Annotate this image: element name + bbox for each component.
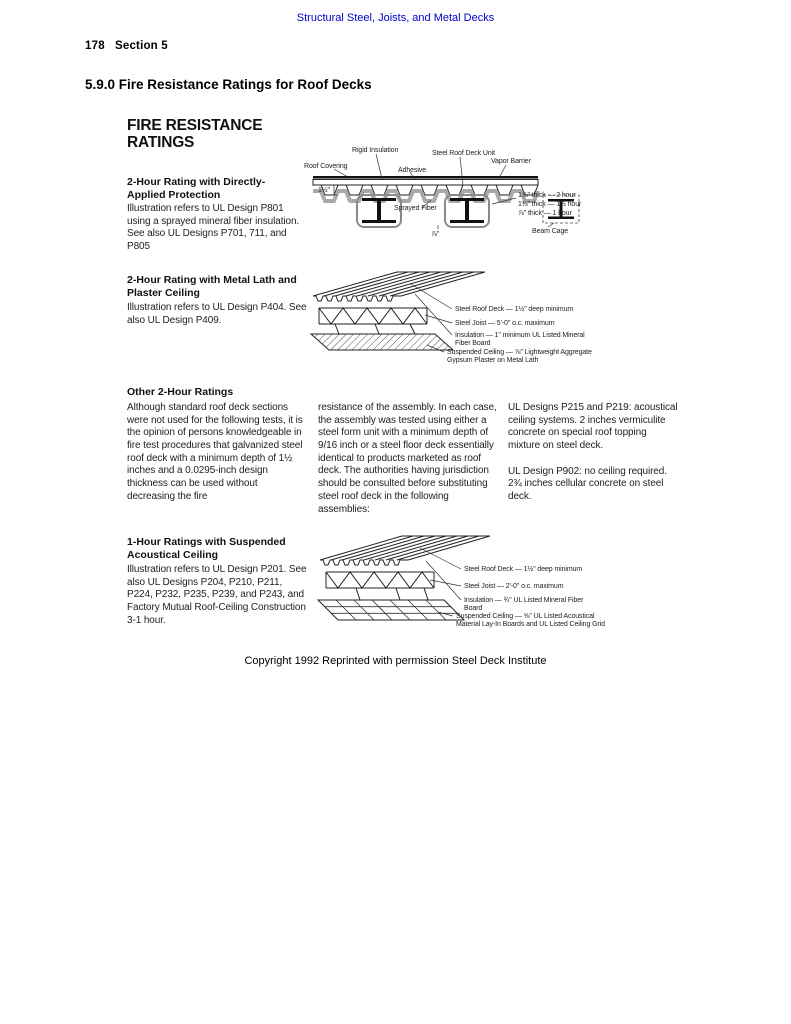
rating-heading-acoustical: 1-Hour Ratings with Suspended Acoustical Ceiling — [127, 536, 286, 561]
running-header-link[interactable]: Structural Steel, Joists, and Metal Decks — [296, 12, 495, 24]
diagram-rating-notes — [518, 192, 581, 219]
figure-copyright: Copyright 1992 Reprinted with permission Steel Deck Institute — [244, 655, 547, 667]
rating-note-1: 1⅞" thick — 2 hour — [518, 192, 576, 199]
diagram-label-sprayed-fiber: Sprayed Fiber — [394, 205, 437, 212]
figure-title — [127, 117, 262, 151]
ceiling-hangers — [335, 324, 415, 334]
figure-title-line2: RATINGS — [127, 134, 195, 152]
diagram-label-steel-joist: Steel Joist — 5'-0" o.c. maximum — [455, 320, 555, 327]
deck-front-corrugation — [313, 296, 401, 301]
other-ratings-heading: Other 2-Hour Ratings — [127, 386, 234, 398]
deck-front-corrugation — [320, 560, 408, 565]
page-number-section: 178 Section 5 — [85, 40, 168, 52]
joist-web — [319, 308, 427, 324]
diagram-suspended-acoustical-ceiling — [312, 528, 620, 644]
deck-ribs — [320, 536, 490, 560]
leader-lines — [420, 548, 461, 616]
ceiling-grid-lines — [325, 600, 458, 620]
diagram-label-rigid-insulation: Rigid Insulation — [352, 147, 399, 154]
figure-title-line1: FIRE RESISTANCE — [127, 117, 263, 134]
other-ratings-col3-para1: UL Designs P215 and P219: acoustical ceiling systems. 2 inches vermiculite concrete on special roof topping mixture on steel deck. — [508, 402, 678, 452]
diagram-label-steel-roof-deck-unit: Steel Roof Deck Unit — [432, 150, 495, 157]
diagram-directly-applied-protection — [298, 142, 588, 260]
diagram-label-suspended-ceiling: Suspended Ceiling — ⅞" Lightweight Aggregate Gypsum Plaster on Metal Lath — [447, 349, 592, 365]
rigid-insulation-layer — [313, 180, 538, 186]
ceiling-grid-panel — [318, 600, 464, 620]
diagram-label-suspended-ceiling: Suspended Ceiling — ⅝" UL Listed Acoustical Material Lay-In Boards and UL Listed Ceiling Grid — [456, 613, 605, 629]
rating-note-2: 1⅜" thick — 1½ hour — [518, 201, 582, 208]
diagram-label-roof-covering: Roof Covering — [304, 163, 348, 170]
diagram-label-insulation: Insulation — 1" minimum UL Listed Mineral Fiber Board — [455, 332, 585, 348]
rating-note-3: ⅞" thick — 1 hour — [518, 210, 572, 217]
diagram-metal-lath-plaster-ceiling — [305, 262, 607, 374]
diagram-label-steel-roof-deck: Steel Roof Deck — 1½" deep minimum — [464, 566, 583, 573]
hanger-wires — [356, 588, 428, 600]
section-title: 5.9.0 Fire Resistance Ratings for Roof Decks — [85, 77, 372, 92]
other-ratings-col3-para2: UL Design P902: no ceiling required. 2¾ inches cellular concrete on steel deck. — [508, 465, 667, 503]
diagram-dim-deck-depth: 1½" — [318, 187, 330, 194]
diagram-dim-fiber-thickness: ⅞" — [431, 231, 440, 238]
plaster-ceiling-slab — [311, 334, 453, 350]
diagram-label-steel-joist: Steel Joist — 2'-0" o.c. maximum — [464, 583, 564, 590]
rating-body-metal-lath: Illustration refers to UL Design P404. See also UL Design P409. — [127, 302, 307, 326]
joist-web — [326, 572, 434, 588]
deck-ribs — [313, 272, 485, 296]
rating-body-acoustical: Illustration refers to UL Design P201. See also UL Designs P204, P210, P211, P224, P232, P235, P239, and P243, and Factory Mutual Roof-Ceiling Construction 3-1 hour. — [127, 564, 307, 626]
rating-heading-directly-applied: 2-Hour Rating with Directly-Applied Protection — [127, 176, 266, 201]
other-ratings-column-2: resistance of the assembly. In each case, the assembly was tested using either a steel form unit with a minimum depth of 9/16 inch or a steel floor deck essentially identical to products marketed as roof deck. The authorities having jurisdiction should be consulted before substituting steel roof deck in the following assemblies: — [318, 402, 497, 515]
diagram-label-beam-cage: Beam Cage — [532, 228, 569, 235]
diagram-label-vapor-barrier: Vapor Barrier — [491, 158, 531, 165]
rating-heading-metal-lath: 2-Hour Rating with Metal Lath and Plaster Ceiling — [127, 274, 297, 299]
diagram-label-insulation: Insulation — ¾" UL Listed Mineral Fiber Board — [464, 597, 584, 613]
rating-body-directly-applied: Illustration refers to UL Design P801 using a sprayed mineral fiber insulation. See also UL Designs P701, 711, and P805 — [127, 203, 300, 253]
other-ratings-column-1: Although standard roof deck sections were not used for the following tests, it is the opinion of persons knowledgeable in fire test procedures that galvanized steel roof deck with a minimum depth of 1½ inches and a 0.0295-inch design thickness can be used without decreasing the fire — [127, 402, 303, 502]
diagram-label-adhesive: Adhesive — [398, 167, 426, 174]
other-ratings-column-3 — [508, 402, 680, 504]
diagram-label-steel-roof-deck: Steel Roof Deck — 1½" deep minimum — [455, 306, 574, 313]
sprayed-fiber-coating — [313, 191, 538, 201]
